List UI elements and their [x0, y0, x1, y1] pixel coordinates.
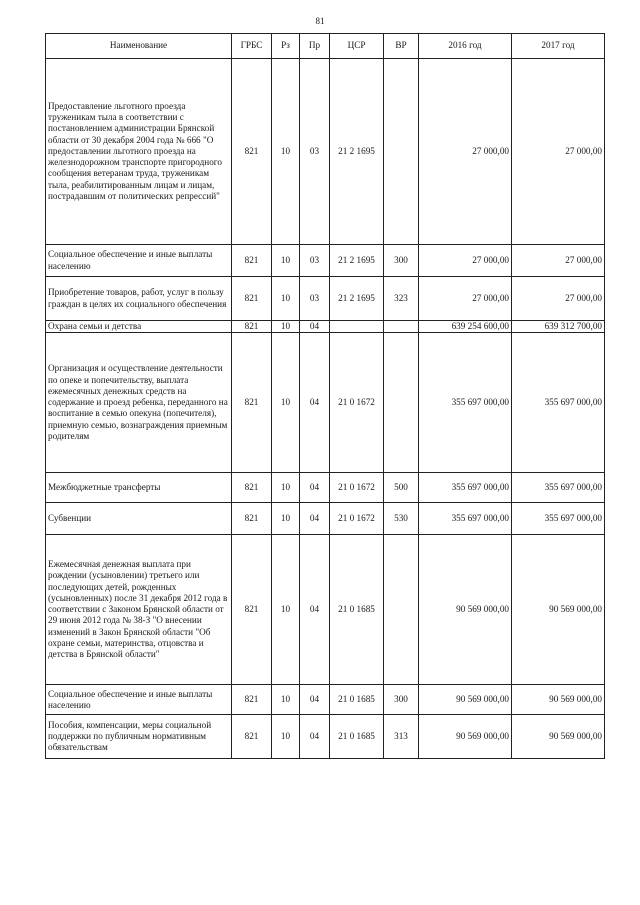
row-2017: 355 697 000,00	[512, 503, 605, 535]
table-row	[46, 503, 605, 535]
row-2016: 27 000,00	[419, 245, 512, 277]
row-rz: 10	[272, 535, 300, 685]
row-rz: 10	[272, 277, 300, 321]
row-name: Пособия, компенсации, меры социальной поддержки по публичным нормативным обязательствам	[46, 715, 232, 759]
row-csr	[330, 321, 384, 333]
row-pr: 03	[300, 245, 330, 277]
row-grbs: 821	[232, 59, 272, 245]
row-rz: 10	[272, 473, 300, 503]
table-row	[46, 277, 605, 321]
row-2016: 355 697 000,00	[419, 473, 512, 503]
row-pr: 04	[300, 685, 330, 715]
row-vr	[384, 59, 419, 245]
row-2016: 27 000,00	[419, 277, 512, 321]
row-csr: 21 0 1685	[330, 535, 384, 685]
row-2017: 90 569 000,00	[512, 685, 605, 715]
header-2016: 2016 год	[419, 34, 512, 59]
header-grbs: ГРБС	[232, 34, 272, 59]
row-grbs: 821	[232, 685, 272, 715]
row-2017: 90 569 000,00	[512, 715, 605, 759]
row-vr: 313	[384, 715, 419, 759]
row-csr: 21 0 1672	[330, 333, 384, 473]
row-grbs: 821	[232, 535, 272, 685]
row-csr: 21 2 1695	[330, 277, 384, 321]
row-vr: 530	[384, 503, 419, 535]
row-pr: 03	[300, 277, 330, 321]
row-vr	[384, 333, 419, 473]
row-grbs: 821	[232, 333, 272, 473]
row-rz: 10	[272, 715, 300, 759]
row-pr: 04	[300, 321, 330, 333]
header-vr: ВР	[384, 34, 419, 59]
table-row	[46, 321, 605, 333]
row-2017: 355 697 000,00	[512, 333, 605, 473]
row-2017: 639 312 700,00	[512, 321, 605, 333]
row-name: Социальное обеспечение и иные выплаты населению	[46, 245, 232, 277]
budget-table	[45, 33, 605, 759]
header-name: Наименование	[46, 34, 232, 59]
table-row	[46, 715, 605, 759]
row-pr: 04	[300, 715, 330, 759]
row-2017: 27 000,00	[512, 277, 605, 321]
row-vr: 300	[384, 245, 419, 277]
row-name: Ежемесячная денежная выплата при рождении (усыновлении) третьего или последующих детей, рожденных (усыновленных) после 31 декабря 2012 года в соответствии с Законом Брянской области от 29 июня 2012 года № 38-З "О внесении изменений в Закон Брянской области "Об охране семьи, материнства, отцовства и детства в Брянской области"	[46, 535, 232, 685]
row-csr: 21 0 1685	[330, 685, 384, 715]
row-vr: 323	[384, 277, 419, 321]
row-csr: 21 0 1672	[330, 473, 384, 503]
table-row	[46, 245, 605, 277]
row-rz: 10	[272, 245, 300, 277]
row-name: Межбюджетные трансферты	[46, 473, 232, 503]
row-2017: 27 000,00	[512, 59, 605, 245]
row-pr: 04	[300, 503, 330, 535]
header-csr: ЦСР	[330, 34, 384, 59]
table-row	[46, 473, 605, 503]
header-row	[46, 34, 605, 59]
table-row	[46, 535, 605, 685]
row-vr: 300	[384, 685, 419, 715]
row-csr: 21 2 1695	[330, 59, 384, 245]
row-2016: 90 569 000,00	[419, 715, 512, 759]
row-grbs: 821	[232, 503, 272, 535]
row-rz: 10	[272, 321, 300, 333]
row-2017: 355 697 000,00	[512, 473, 605, 503]
row-2017: 27 000,00	[512, 245, 605, 277]
row-rz: 10	[272, 333, 300, 473]
row-csr: 21 0 1672	[330, 503, 384, 535]
row-name: Организация и осуществление деятельности по опеке и попечительству, выплата ежемесячных денежных средств на содержание и проезд ребенка, переданного на воспитание в семью опекуна (попечителя), приемную семью, вознаграждения приемным родителям	[46, 333, 232, 473]
row-vr: 500	[384, 473, 419, 503]
row-2017: 90 569 000,00	[512, 535, 605, 685]
row-name: Социальное обеспечение и иные выплаты населению	[46, 685, 232, 715]
row-name: Приобретение товаров, работ, услуг в пользу граждан в целях их социального обеспечения	[46, 277, 232, 321]
row-name: Субвенции	[46, 503, 232, 535]
row-csr: 21 2 1695	[330, 245, 384, 277]
row-csr: 21 0 1685	[330, 715, 384, 759]
row-2016: 355 697 000,00	[419, 503, 512, 535]
row-pr: 04	[300, 333, 330, 473]
row-2016: 90 569 000,00	[419, 685, 512, 715]
row-vr	[384, 321, 419, 333]
header-2017: 2017 год	[512, 34, 605, 59]
row-2016: 355 697 000,00	[419, 333, 512, 473]
row-grbs: 821	[232, 245, 272, 277]
row-rz: 10	[272, 503, 300, 535]
row-2016: 27 000,00	[419, 59, 512, 245]
table-row	[46, 685, 605, 715]
row-grbs: 821	[232, 473, 272, 503]
row-vr	[384, 535, 419, 685]
table-row	[46, 333, 605, 473]
row-grbs: 821	[232, 277, 272, 321]
table-row	[46, 59, 605, 245]
row-2016: 90 569 000,00	[419, 535, 512, 685]
row-grbs: 821	[232, 715, 272, 759]
page-number: 81	[315, 16, 325, 26]
header-pr: Пр	[300, 34, 330, 59]
row-name: Предоставление льготного проезда труженикам тыла в соответствии с постановлением администрации Брянской области от 30 декабря 2004 года № 666 "О предоставлении льготного проезда на железнодорожном транспорте пригородного сообщения ветеранам труда, труженикам тыла, реабилитированным лицам и лицам, пострадавшим от политических репрессий"	[46, 59, 232, 245]
row-pr: 04	[300, 535, 330, 685]
row-2016: 639 254 600,00	[419, 321, 512, 333]
header-rz: Рз	[272, 34, 300, 59]
row-pr: 03	[300, 59, 330, 245]
row-name: Охрана семьи и детства	[46, 321, 232, 333]
row-rz: 10	[272, 59, 300, 245]
row-rz: 10	[272, 685, 300, 715]
row-pr: 04	[300, 473, 330, 503]
row-grbs: 821	[232, 321, 272, 333]
